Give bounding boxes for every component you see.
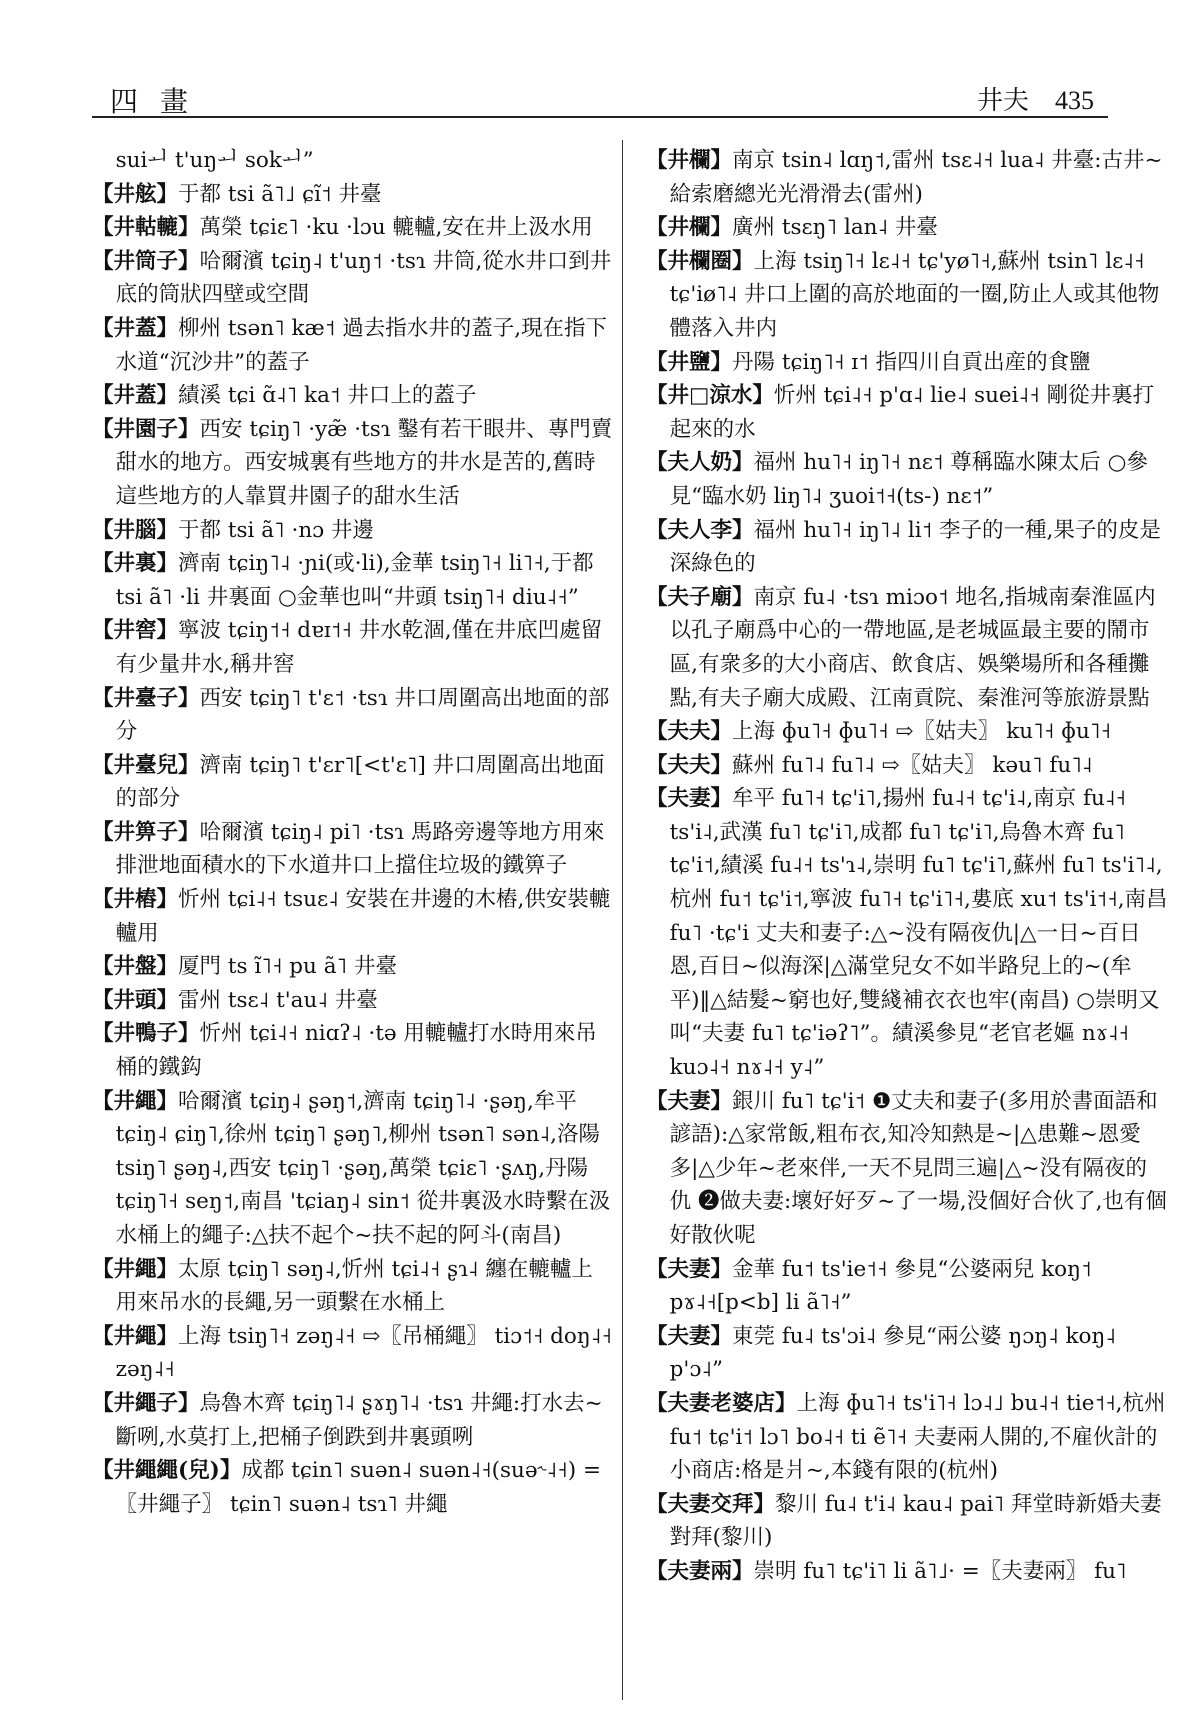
dictionary-entry <box>92 1085 614 1253</box>
guide-words-and-page <box>977 80 1094 117</box>
entry-headword: 【夫子廟】 <box>646 584 754 610</box>
entry-definition: 福州 hu˥˧ iŋ˥˧ nɛ˦ 尊稱臨水陳太后 ○參見“臨水奶 liŋ˥˨ ʒuoi˦˧(ts-) nɛ˦” <box>669 450 1148 509</box>
column-divider <box>622 140 623 1700</box>
dictionary-entry <box>92 816 614 883</box>
dictionary-entry <box>646 1085 1168 1253</box>
entry-definition: 忻州 tɕi˨˧ niɑʔ˨ ·tə 用轆轤打水時用來吊桶的鐵鈎 <box>115 1021 597 1081</box>
entry-definition: 績溪 tɕi ɑ̃˨˥ ka˦ 井口上的蓋子 <box>178 383 477 409</box>
entry-definition: 廣州 tsɛŋ˥ lan˨ 井臺 <box>732 215 938 241</box>
entry-headword: 【井欄】 <box>646 215 733 241</box>
entry-headword: 【井臺子】 <box>92 685 200 711</box>
dictionary-entry <box>92 144 614 178</box>
entry-headword: 【夫妻】 <box>646 1088 733 1114</box>
entry-definition: 濟南 tɕiŋ˥˨ ·ɲi(或·li),金華 tsiŋ˥˧ li˥˧,于都 tsi ã˥ ·li 井裏面 ○金華也叫“井頭 tsiŋ˥˧ diu˨˧” <box>115 551 594 610</box>
entry-definition: 福州 hu˥˧ iŋ˥˨ li˦ 李子的一種,果子的皮是深綠色的 <box>669 517 1161 577</box>
entry-headword: 【夫妻】 <box>646 1256 733 1282</box>
entry-headword: 【夫妻交拜】 <box>646 1491 776 1517</box>
entry-definition: 東莞 fu˨ ts'ɔi˨ 參見“兩公婆 ŋɔŋ˨ koŋ˨ p'ɔ˨” <box>669 1323 1116 1383</box>
entry-headword: 【井舷】 <box>92 181 179 207</box>
entry-definition: 烏魯木齊 tɕiŋ˥˨ ʂɤŋ˥˨ ·tsɿ 井繩:打水去~斷咧,水莫打上,把桶子倒跌到井裏頭咧 <box>115 1390 603 1450</box>
entry-definition: 上海 tsiŋ˥˧ zəŋ˨˧ ⇨〖吊桶繩〗 tiɔ˦˧ doŋ˨˧ zəŋ˨˧ <box>115 1323 612 1383</box>
dictionary-entry <box>92 984 614 1018</box>
dictionary-entry <box>646 245 1168 346</box>
dictionary-entry <box>92 1253 614 1320</box>
page-number: 435 <box>1055 86 1094 115</box>
entry-headword: 【井蓋】 <box>92 383 179 409</box>
entry-headword: 【井繩繩(兒)】 <box>92 1458 242 1484</box>
entry-definition: 上海 tsiŋ˥˧ lɛ˨˧ tɕ'yø˥˧,蘇州 tsin˥ lɛ˨˧ tɕ'iø˥˨ 井口上圍的高於地面的一圈,防止人或其他物體落入井内 <box>669 248 1160 341</box>
entry-definition: 萬榮 tɕiɛ˥ ·ku ·lɔu 轆轤,安在井上汲水用 <box>199 215 593 241</box>
dictionary-entry <box>92 547 614 614</box>
dictionary-entry <box>646 346 1168 380</box>
entry-headword: 【井繩】 <box>92 1256 179 1282</box>
entry-headword: 【井欄】 <box>646 148 733 173</box>
right-column <box>646 144 1168 1589</box>
dictionary-entry <box>646 581 1168 715</box>
entry-definition: 丹陽 tɕiŋ˥˧ ɪ˦ 指四川自貢出産的食鹽 <box>732 349 1091 375</box>
entry-definition: 哈爾濱 tɕiŋ˨ ʂəŋ˦,濟南 tɕiŋ˥˨ ·ʂəŋ,牟平 tɕiŋ˨ ɕiŋ˥,徐州 tɕiŋ˥ ʂəŋ˥,柳州 tsən˥ sən˨,洛陽 tsiŋ˥ ʂəŋ˨,西安 tɕiŋ˥ ·ʂəŋ,萬榮 tɕiɛ˥ ·ʂʌŋ,丹陽 tɕiŋ˥˧ seŋ˦,南昌 'tɕiaŋ˨ sin˦ 從井裏汲水時繫在汲水桶上的繩子:△扶不起个~扶不起的阿斗(南昌) <box>115 1088 611 1248</box>
entry-definition: 黎川 fu˨ t'i˨ kau˨ pai˥ 拜堂時新婚夫妻對拜(黎川) <box>669 1491 1162 1551</box>
entry-headword: 【井繩】 <box>92 1323 179 1349</box>
dictionary-entry <box>92 1387 614 1454</box>
dictionary-entry <box>646 379 1168 446</box>
entry-headword: 【夫妻老婆店】 <box>646 1390 797 1416</box>
entry-headword: 【井臺兒】 <box>92 752 200 778</box>
entry-definition: 崇明 fu˥ tɕ'i˥ li ã˥˩· =〖夫妻兩〗 fu˥ <box>753 1558 1127 1584</box>
entry-definition: 上海 ɸu˥˧ ts'i˥˧ lɔ˨˩ bu˨˧ tie˦˧,杭州 fu˦ tɕ'i˦ lɔ˥ bo˨˧ ti ẽ˥˧ 夫妻兩人開的,不雇伙計的小商店:格是爿~,本錢有限的(杭州) <box>669 1390 1166 1484</box>
dictionary-entry <box>646 715 1168 749</box>
dictionary-entry <box>646 211 1168 245</box>
dictionary-entry <box>646 782 1168 1084</box>
entry-definition: 濟南 tɕiŋ˥ t'ɛr˥[<t'ɛ˥] 井口周圍高出地面的部分 <box>115 752 605 812</box>
dictionary-entry <box>92 1454 614 1521</box>
entry-headword: 【井箅子】 <box>92 819 200 845</box>
entry-headword: 【井園子】 <box>92 416 200 442</box>
dictionary-entry <box>92 211 614 245</box>
entry-definition: 雷州 tsɛ˨ t'au˨ 井臺 <box>178 987 378 1013</box>
dictionary-entry <box>646 749 1168 783</box>
dictionary-entry <box>92 1017 614 1084</box>
dictionary-entry <box>92 245 614 312</box>
entry-headword: 【夫妻兩】 <box>646 1558 754 1584</box>
entry-headword: 【井蓋】 <box>92 315 179 341</box>
entry-definition: 西安 tɕiŋ˥ t'ɛ˦ ·tsɿ 井口周圍高出地面的部分 <box>115 685 610 745</box>
entry-definition: suiᅬ t'uŋᅬ sokᅬ” <box>115 148 314 173</box>
entry-definition: 柳州 tsən˥ kæ˦ 過去指水井的蓋子,現在指下水道“沉沙井”的蓋子 <box>115 315 608 375</box>
dictionary-entry <box>92 413 614 514</box>
dictionary-entry <box>646 1253 1168 1320</box>
entry-definition: 太原 tɕiŋ˥ səŋ˨,忻州 tɕi˨˧ ʂɿ˨ 纏在轆轤上用來吊水的長繩,另一頭繫在水桶上 <box>115 1256 593 1316</box>
dictionary-entry <box>92 883 614 950</box>
entry-headword: 【夫人李】 <box>646 517 754 543</box>
entry-headword: 【井裏】 <box>92 551 179 577</box>
dictionary-entry <box>646 1387 1168 1488</box>
entry-definition: 哈爾濱 tɕiŋ˨ pi˥ ·tsɿ 馬路旁邊等地方用來排泄地面積水的下水道井口上擋住垃圾的鐵箅子 <box>115 819 605 879</box>
entry-definition: 南京 tsin˨ lɑŋ˦,雷州 tsɛ˨˧ lua˨ 井臺:古井~給索磨總光光滑滑去(雷州) <box>669 148 1163 207</box>
entry-headword: 【井鹽】 <box>646 349 733 375</box>
dictionary-entry <box>92 514 614 548</box>
entry-headword: 【井繩】 <box>92 1088 179 1114</box>
dictionary-entry <box>92 682 614 749</box>
entry-headword: 【井樁】 <box>92 887 179 913</box>
dictionary-entry <box>646 514 1168 581</box>
entry-headword: 【夫夫】 <box>646 719 733 745</box>
entry-headword: 【井腦】 <box>92 517 179 543</box>
dictionary-entry <box>92 950 614 984</box>
entry-definition: 南京 fu˨ ·tsɿ miɔo˦ 地名,指城南秦淮區内以孔子廟爲中心的一帶地區,是老城區最主要的鬧市區,有衆多的大小商店、飲食店、娛樂場所和各種攤點,有夫子廟大成殿、江南貢院、秦淮河等旅游景點 <box>669 584 1156 711</box>
entry-definition: 銀川 fu˥ tɕ'i˦ ❶丈夫和妻子(多用於書面語和諺語):△家常飯,粗布衣,知冷知熱是~|△患難~恩愛多|△少年~老來伴,一天不見問三遍|△~没有隔夜的仇 ❷做夫妻:壞好好歹~了一場,没個好合伙了,也有個好散伙呢 <box>669 1088 1167 1248</box>
entry-definition: 于都 tsi ã˥˩ ɕĩ˦ 井臺 <box>178 181 382 207</box>
dictionary-entry <box>646 144 1168 211</box>
dictionary-entry <box>92 1320 614 1387</box>
dictionary-entry <box>646 1555 1168 1589</box>
entry-definition: 成都 tɕin˥ suən˨ suən˨˧(suə˞˨˧) =〖井繩子〗 tɕin˥ suən˨ tsɿ˥ 井繩 <box>115 1458 601 1517</box>
entry-headword: 【井頭】 <box>92 987 179 1013</box>
entry-headword: 【夫妻】 <box>646 786 733 812</box>
entry-headword: 【夫人奶】 <box>646 450 754 476</box>
entry-definition: 于都 tsi ã˥ ·nɔ 井邊 <box>178 517 375 543</box>
dictionary-entry <box>92 379 614 413</box>
dictionary-entry <box>92 178 614 212</box>
entry-headword: 【井鴨子】 <box>92 1021 200 1047</box>
entry-definition: 哈爾濱 tɕiŋ˨ t'uŋ˦ ·tsɿ 井筒,從水井口到井底的筒狀四壁或空間 <box>115 248 612 308</box>
entry-definition: 蘇州 fu˥˨ fu˥˨ ⇨〖姑夫〗 kəu˥ fu˥˨ <box>732 752 1093 778</box>
entry-headword: 【井欄圈】 <box>646 248 754 274</box>
dictionary-entry <box>92 312 614 379</box>
entry-headword: 【井窖】 <box>92 618 179 644</box>
section-title: 四畫 <box>110 85 211 118</box>
entry-headword: 【夫妻】 <box>646 1323 733 1349</box>
entry-definition: 上海 ɸu˥˧ ɸu˥˧ ⇨〖姑夫〗 ku˥˧ ɸu˥˧ <box>732 719 1112 745</box>
dictionary-entry <box>92 614 614 681</box>
entry-definition: 忻州 tɕi˨˧ p'ɑ˨ lie˨ suei˨˧ 剛從井裏打起來的水 <box>669 383 1155 442</box>
entry-definition: 牟平 fu˥˧ tɕ'i˥,揚州 fu˨˧ tɕ'i˨,南京 fu˨˧ ts'i˨,武漢 fu˥ tɕ'i˥,成都 fu˥ tɕ'i˥,烏魯木齊 fu˥ tɕ'i˦,績溪 fu˨˧ ts'ɿ˨,崇明 fu˥ tɕ'i˥,蘇州 fu˥ ts'i˥˨,杭州 fu˦ tɕ'i˦,寧波 fu˥˧ tɕ'i˥˧,婁底 xu˦ ts'i˦˧,南昌 fu˥ ·tɕ'i 丈夫和妻子:△~没有隔夜仇|△一日~百日恩,百日~似海深|△滿堂兒女不如半路兒上的~(牟平)‖△結髮~窮也好,雙綫補衣衣也牢(南昌) ○崇明又叫“夫妻 fu˥ tɕ'iəʔ˥”。績溪參見“老官老嫗 nɤ˨˧ kuɔ˨˧ nɤ˨˧ y˨” <box>669 786 1168 1081</box>
entry-headword: 【井□涼水】 <box>646 383 774 409</box>
entry-headword: 【井筒子】 <box>92 248 200 274</box>
entry-headword: 【井軲轆】 <box>92 215 200 241</box>
dictionary-entry <box>646 446 1168 513</box>
page-header <box>92 76 1108 118</box>
entry-headword: 【夫夫】 <box>646 752 733 778</box>
entry-headword: 【井盤】 <box>92 954 179 980</box>
entry-definition: 寧波 tɕiŋ˦˧ dɐɪ˦˧ 井水乾涸,僅在井底凹處留有少量井水,稱井窖 <box>115 618 603 677</box>
entry-definition: 忻州 tɕi˨˧ tsuɛ˨ 安裝在井邊的木樁,供安裝轆轤用 <box>115 887 611 946</box>
entry-definition: 厦門 ts ĩ˥˧ pu ã˥ 井臺 <box>178 954 397 980</box>
entry-definition: 金華 fu˦ ts'ie˦˧ 參見“公婆兩兒 koŋ˦ pɤ˨˧[p<b] li ã˥˧” <box>669 1256 1092 1316</box>
entry-headword: 【井繩子】 <box>92 1390 200 1416</box>
dictionary-entry <box>646 1488 1168 1555</box>
left-column <box>92 144 614 1521</box>
guide-words: 井夫 <box>976 86 1029 116</box>
dictionary-entry <box>92 749 614 816</box>
entry-definition: 西安 tɕiŋ˥ ·yæ̃ ·tsɿ 鑿有若干眼井、專門賣甜水的地方。西安城裏有些地方的井水是苦的,舊時這些地方的人靠買井園子的甜水生活 <box>115 416 613 509</box>
dictionary-entry <box>646 1320 1168 1387</box>
